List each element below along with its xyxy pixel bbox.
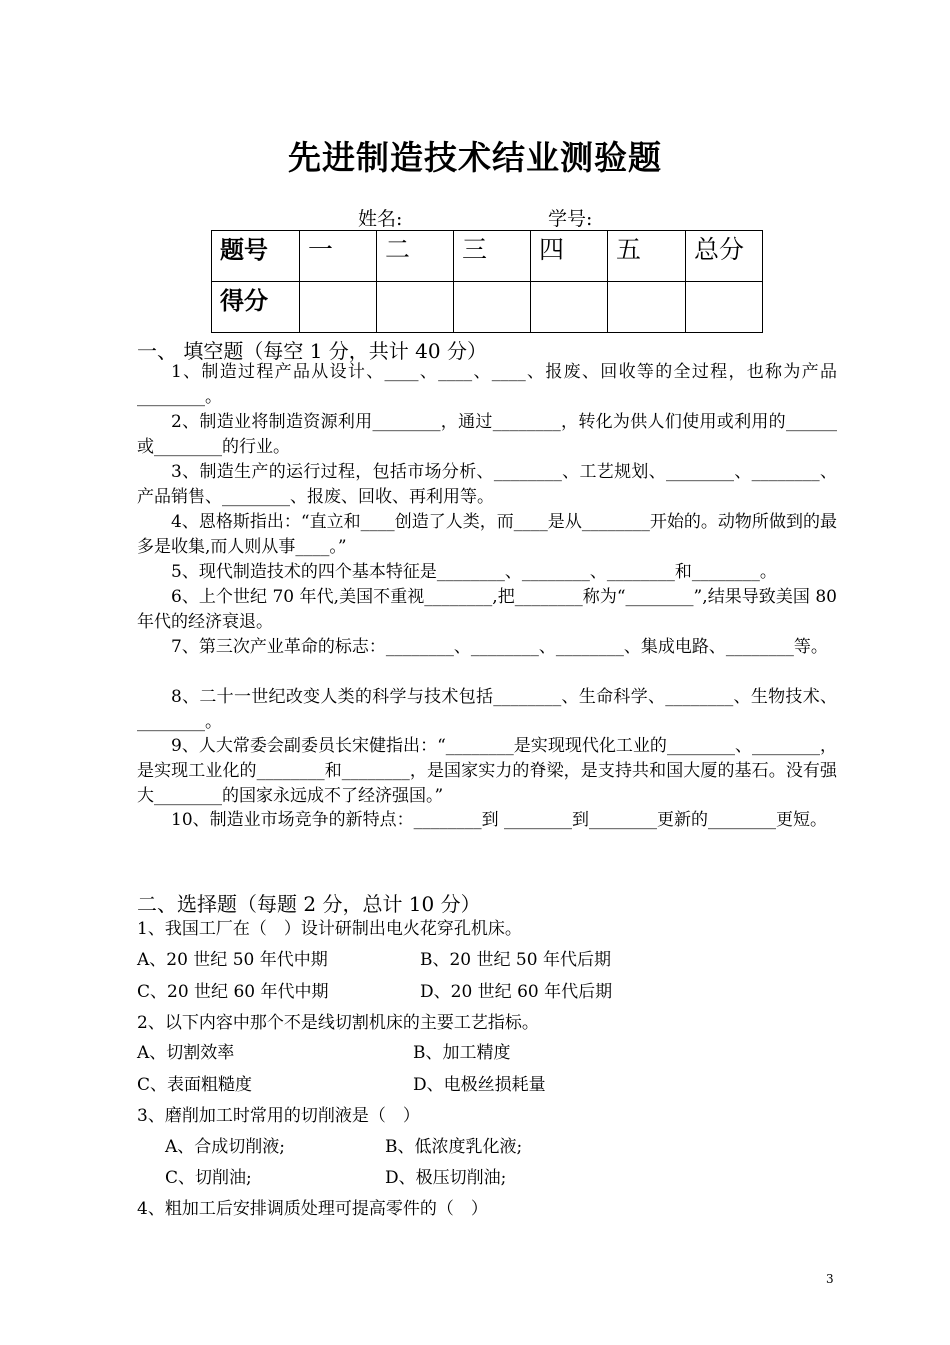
option-b: B、加工精度 bbox=[413, 1043, 511, 1063]
option-d: D、电极丝损耗量 bbox=[413, 1075, 546, 1095]
question-item: 2、制造业将制造资源利用________，通过________，转化为供人们使用或利用的______或________的行业。 bbox=[137, 412, 837, 457]
question-item: 6、上个世纪 70 年代,美国不重视________,把________称为“________”,结果导致美国 80 年代的经济衰退。 bbox=[137, 587, 837, 632]
table-row bbox=[212, 282, 763, 333]
table-row bbox=[212, 231, 763, 282]
table-cell: 三 bbox=[454, 231, 531, 282]
table-cell bbox=[531, 282, 608, 333]
question-item: 1、制造过程产品从设计、____、____、____、报废、回收等的全过程，也称为产品________。 bbox=[137, 362, 837, 407]
table-cell bbox=[686, 282, 763, 333]
section-heading: 一、 填空题（每空 1 分，共计 40 分） bbox=[137, 339, 487, 363]
option-d: D、极压切削油; bbox=[385, 1168, 507, 1188]
table-cell: 二 bbox=[377, 231, 454, 282]
option-a: A、20 世纪 50 年代中期 bbox=[137, 950, 328, 970]
question-item: 10、制造业市场竞争的新特点：________到 ________到________更新的________更短。 bbox=[171, 810, 828, 830]
question-item: 4、恩格斯指出：“直立和____创造了人类，而____是从________开始的。动物所做到的最多是收集,而人则从事____。” bbox=[137, 512, 837, 557]
section-heading: 二、选择题（每题 2 分，总计 10 分） bbox=[137, 892, 481, 916]
table-cell: 总分 bbox=[686, 231, 763, 282]
name-label: 姓名: bbox=[358, 208, 403, 230]
student-id-label: 学号: bbox=[548, 208, 593, 230]
table-cell: 五 bbox=[608, 231, 686, 282]
question-item: 3、制造生产的运行过程，包括市场分析、________、工艺规划、________、________、产品销售、________、报废、回收、再利用等。 bbox=[137, 462, 837, 507]
table-cell: 四 bbox=[531, 231, 608, 282]
question-item: 8、二十一世纪改变人类的科学与技术包括________、生命科学、________、生物技术、________。 bbox=[137, 687, 837, 732]
option-b: B、20 世纪 50 年代后期 bbox=[420, 950, 611, 970]
option-c: C、切削油; bbox=[165, 1168, 252, 1188]
question-item: 7、第三次产业革命的标志：________、________、________、集成电路、________等。 bbox=[171, 637, 828, 657]
page-title: 先进制造技术结业测验题 bbox=[288, 138, 662, 177]
table-cell bbox=[608, 282, 686, 333]
table-cell bbox=[454, 282, 531, 333]
option-d: D、20 世纪 60 年代后期 bbox=[420, 982, 613, 1002]
question-stem: 1、我国工厂在（ ）设计研制出电火花穿孔机床。 bbox=[137, 919, 522, 939]
score-table bbox=[211, 230, 763, 333]
option-a: A、切割效率 bbox=[137, 1043, 235, 1063]
question-stem: 2、以下内容中那个不是线切割机床的主要工艺指标。 bbox=[137, 1013, 539, 1033]
question-stem: 3、磨削加工时常用的切削液是（ ） bbox=[137, 1106, 420, 1126]
question-item: 9、人大常委会副委员长宋健指出：“________是实现现代化工业的________、________，是实现工业化的________和________，是国家实力的脊梁，是支持共和国大厦的基石。没有强大________的国家永远成不了经济强国。” bbox=[137, 736, 837, 806]
option-a: A、合成切削液; bbox=[165, 1137, 286, 1157]
option-b: B、低浓度乳化液; bbox=[385, 1137, 523, 1157]
table-cell: 得分 bbox=[212, 282, 300, 333]
question-item: 5、现代制造技术的四个基本特征是________、________、________和________。 bbox=[171, 562, 777, 582]
option-c: C、表面粗糙度 bbox=[137, 1075, 253, 1095]
table-cell: 题号 bbox=[212, 231, 300, 282]
option-c: C、20 世纪 60 年代中期 bbox=[137, 982, 329, 1002]
question-stem: 4、粗加工后安排调质处理可提高零件的（ ） bbox=[137, 1199, 488, 1219]
table-cell: 一 bbox=[300, 231, 377, 282]
table-cell bbox=[377, 282, 454, 333]
table-cell bbox=[300, 282, 377, 333]
page-number: 3 bbox=[826, 1272, 834, 1286]
